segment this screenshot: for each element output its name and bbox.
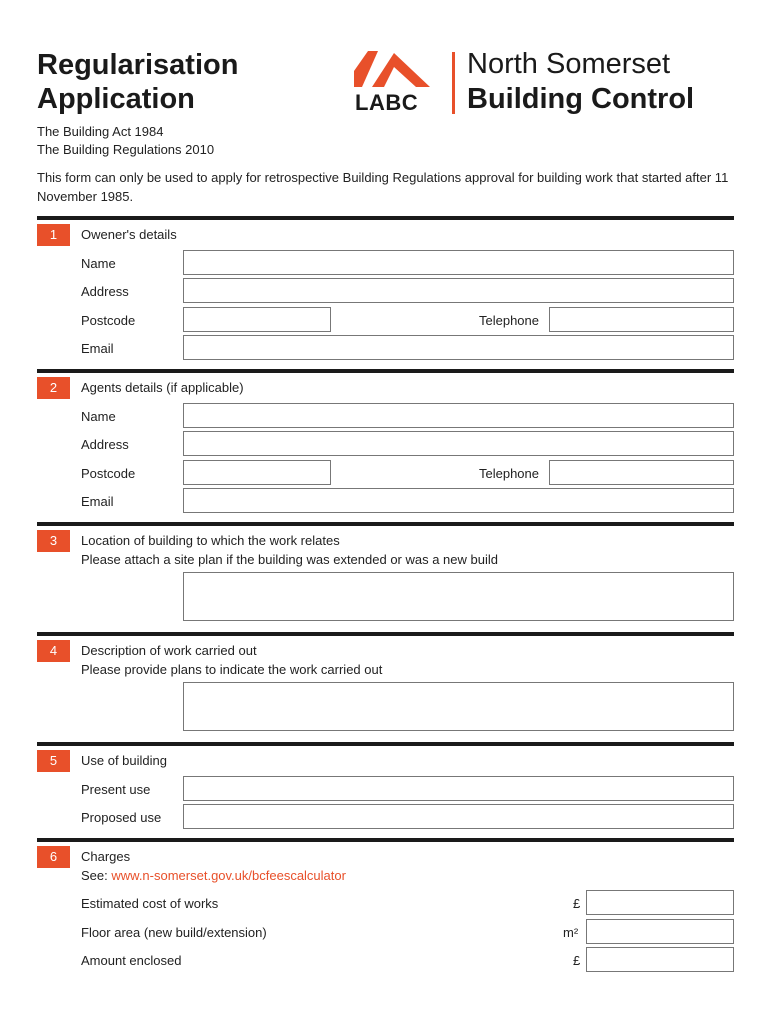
proposed-use-field[interactable] [183,804,734,829]
section-title: Location of building to which the work relates [81,533,340,548]
owner-name-label: Name [81,256,116,271]
agent-name-label: Name [81,409,116,424]
org-name-line2: Building Control [467,83,695,115]
page-title [37,48,238,116]
floor-area-field[interactable] [586,919,734,944]
estimated-cost-label: Estimated cost of works [81,896,219,911]
owner-email-label: Email [81,341,114,356]
agent-telephone-field[interactable] [549,460,734,485]
section-title: Description of work carried out [81,643,257,658]
section-divider [37,522,734,526]
area-unit: m² [563,925,579,940]
logo-divider [452,52,455,114]
owner-postcode-label: Postcode [81,313,136,328]
regulations-reference: The Building Regulations 2010 [37,142,215,157]
owner-name-field[interactable] [183,250,734,275]
section-divider [37,838,734,842]
amount-enclosed-field[interactable] [586,947,734,972]
work-description-field[interactable] [183,682,734,731]
present-use-label: Present use [81,782,151,797]
section-number-badge: 5 [37,750,70,772]
owner-telephone-field[interactable] [549,307,734,332]
agent-telephone-label: Telephone [479,466,539,481]
title-line1: Regularisation [37,49,239,81]
section-divider [37,216,734,220]
building-location-field[interactable] [183,572,734,621]
section-divider [37,369,734,373]
act-reference: The Building Act 1984 [37,124,164,139]
see-label: See: [81,868,108,883]
section-title: Charges [81,849,131,864]
section-number-badge: 1 [37,224,70,246]
agent-postcode-field[interactable] [183,460,331,485]
section-divider [37,742,734,746]
section-number-badge: 2 [37,377,70,399]
agent-postcode-label: Postcode [81,466,136,481]
present-use-field[interactable] [183,776,734,801]
owner-email-field[interactable] [183,335,734,360]
section-subtitle: Please attach a site plan if the building was extended or was a new build [81,552,498,567]
agent-name-field[interactable] [183,403,734,428]
agent-address-field[interactable] [183,431,734,456]
cost-unit: £ [573,896,581,911]
agent-email-label: Email [81,494,114,509]
agent-address-label: Address [81,437,129,452]
section-title: Agents details (if applicable) [81,380,244,395]
section-title: Use of building [81,753,167,768]
owner-address-label: Address [81,284,129,299]
section-number-badge: 4 [37,640,70,662]
agent-email-field[interactable] [183,488,734,513]
owner-address-field[interactable] [183,278,734,303]
owner-postcode-field[interactable] [183,307,331,332]
proposed-use-label: Proposed use [81,810,162,825]
labc-logo-text: LABC [355,90,419,115]
amount-unit: £ [573,953,581,968]
section-title: Owener's details [81,227,177,242]
labc-roof-logo-icon [354,49,434,89]
estimated-cost-field[interactable] [586,890,734,915]
floor-area-label: Floor area (new build/extension) [81,925,267,940]
section-number-badge: 3 [37,530,70,552]
intro-text: This form can only be used to apply for retrospective Building Regulations approval for building work that started after 11 November 1985. [37,170,729,204]
charges-see-line [81,868,346,883]
section-number-badge: 6 [37,846,70,868]
fees-calculator-link[interactable]: www.n-somerset.gov.uk/bcfeescalculator [111,868,346,883]
title-line2: Application [37,83,195,115]
section-divider [37,632,734,636]
owner-telephone-label: Telephone [479,313,539,328]
org-name-line1: North Somerset [467,48,671,80]
amount-enclosed-label: Amount enclosed [81,953,182,968]
section-subtitle: Please provide plans to indicate the work carried out [81,662,383,677]
